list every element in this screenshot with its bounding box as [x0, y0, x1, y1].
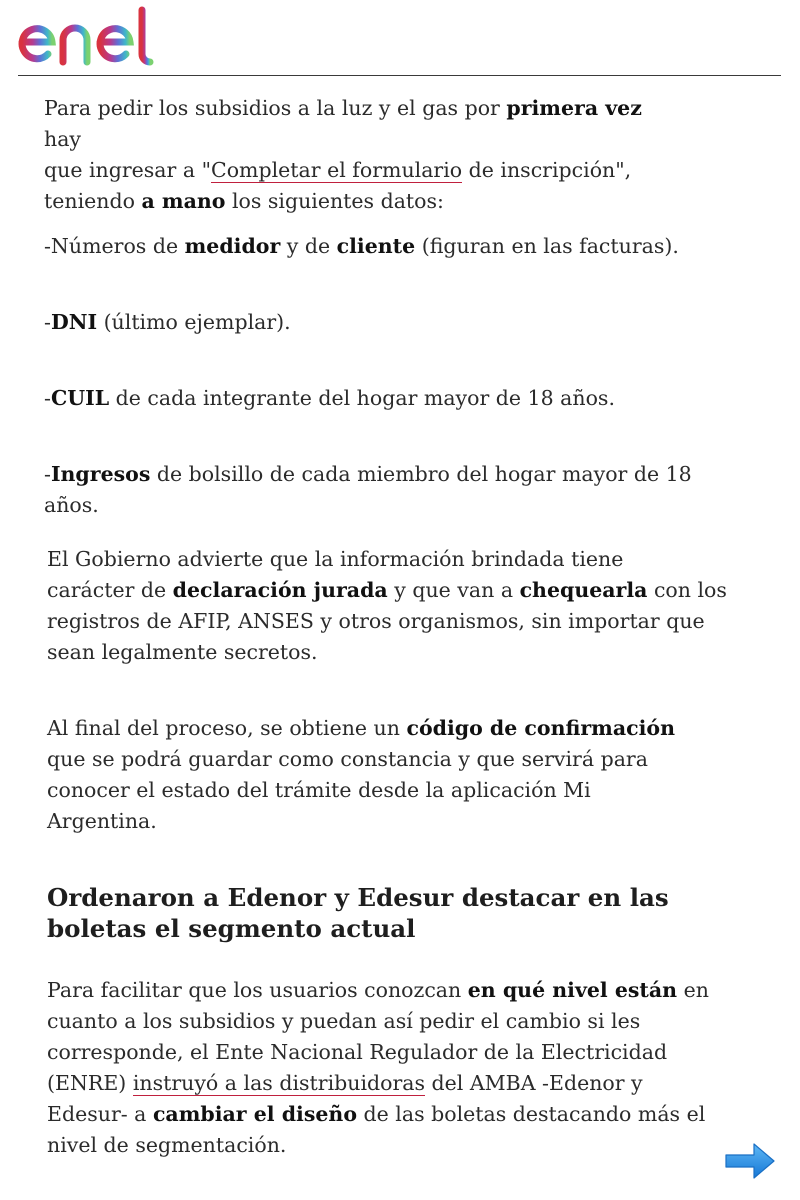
bold-text: chequearla	[519, 578, 648, 602]
text: Al final del proceso, se obtiene un	[47, 716, 407, 740]
text: y de	[280, 234, 337, 258]
bold-text: cambiar el diseño	[152, 1102, 357, 1126]
text: de las boletas destacando más el	[357, 1102, 706, 1126]
text: y que van a	[387, 578, 520, 602]
bold-text: código de confirmación	[406, 716, 676, 740]
paragraph-enre	[47, 975, 747, 1161]
list-item-cuil	[44, 383, 744, 414]
arrow-right-icon[interactable]	[724, 1141, 776, 1181]
text: registros de AFIP, ANSES y otros organismos, sin importar que	[47, 609, 705, 633]
text: -	[44, 386, 51, 410]
text: -	[44, 310, 51, 334]
bold-text: cliente	[336, 234, 416, 258]
intro-paragraph	[44, 93, 684, 217]
text: (ENRE)	[47, 1071, 133, 1095]
list-item-medidor	[44, 231, 744, 262]
text: carácter de	[47, 578, 173, 602]
text: Para pedir los subsidios a la luz y el gas por	[44, 96, 507, 120]
form-link[interactable]: Completar el formulario	[211, 158, 463, 182]
text: (último ejemplar).	[97, 310, 291, 334]
text: cuanto a los subsidios y puedan así pedir el cambio si les	[47, 1009, 641, 1033]
text: corresponde, el Ente Nacional Regulador de la Electricidad	[47, 1040, 668, 1064]
text: Para facilitar que los usuarios conozcan	[47, 978, 468, 1002]
bold-text: CUIL	[50, 386, 110, 410]
text: Argentina.	[47, 809, 157, 833]
bold-text: primera vez	[506, 96, 642, 120]
text: teniendo	[44, 189, 142, 213]
text: años.	[44, 493, 99, 517]
list-item-dni	[44, 307, 744, 338]
text: que ingresar a "	[44, 158, 212, 182]
text: los siguientes datos:	[225, 189, 444, 213]
bold-text: a mano	[141, 189, 226, 213]
text: con los	[647, 578, 727, 602]
text: sean legalmente secretos.	[47, 640, 318, 664]
paragraph-final	[47, 713, 747, 837]
text: -	[44, 462, 51, 486]
text: hay	[44, 127, 82, 151]
text: (figuran en las facturas).	[415, 234, 679, 258]
section-heading	[47, 882, 747, 944]
text: del AMBA -Edenor y	[425, 1071, 643, 1095]
bold-text: en qué nivel están	[467, 978, 678, 1002]
text: de bolsillo de cada miembro del hogar mayor de 18	[150, 462, 692, 486]
text: -Números de	[44, 234, 185, 258]
heading-line: boletas el segmento actual	[47, 914, 416, 943]
text: en	[677, 978, 709, 1002]
bold-text: declaración jurada	[172, 578, 388, 602]
list-item-ingresos	[44, 459, 744, 521]
bold-text: Ingresos	[50, 462, 151, 486]
text: El Gobierno advierte que la información brindada tiene	[47, 547, 624, 571]
text: Edesur- a	[47, 1102, 153, 1126]
distribuidoras-link[interactable]: instruyó a las distribuidoras	[132, 1071, 426, 1095]
bold-text: medidor	[184, 234, 281, 258]
text: nivel de segmentación.	[47, 1133, 287, 1157]
bold-text: DNI	[50, 310, 98, 334]
text: que se podrá guardar como constancia y que servirá para	[47, 747, 648, 771]
paragraph-gobierno	[47, 544, 747, 668]
text: de cada integrante del hogar mayor de 18 años.	[109, 386, 615, 410]
text: de inscripción",	[462, 158, 632, 182]
text: conocer el estado del trámite desde la aplicación Mi	[47, 778, 591, 802]
heading-line: Ordenaron a Edenor y Edesur destacar en las	[47, 883, 669, 912]
